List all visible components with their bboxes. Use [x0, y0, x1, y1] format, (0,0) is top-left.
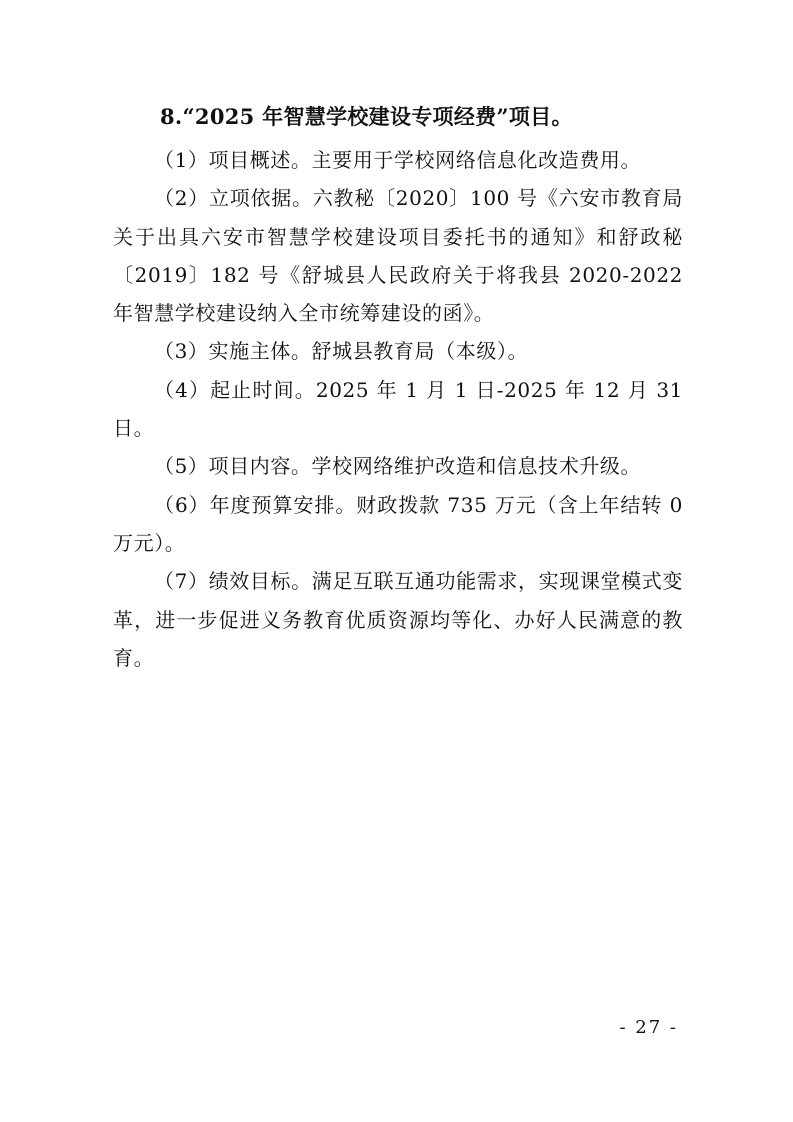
paragraph-budget: （6）年度预算安排。财政拨款 735 万元（含上年结转 0 万元）。 — [113, 492, 683, 555]
paragraph-basis: （2）立项依据。六教秘〔2020〕100 号《六安市教育局关于出具六安市智慧学校建设项目委托书的通知》和舒政秘〔2019〕182 号《舒城县人民政府关于将我县 2020-2022 年智慧学校建设纳入全市统筹建设的函》。 — [113, 186, 683, 326]
paragraph-implementer: （3）实施主体。舒城县教育局（本级）。 — [154, 339, 529, 364]
paragraph-overview: （1）项目概述。主要用于学校网络信息化改造费用。 — [154, 148, 642, 172]
body-text — [113, 141, 683, 677]
paragraph-content: （5）项目内容。学校网络维护改造和信息技术升级。 — [154, 454, 642, 479]
paragraph-period: （4）起止时间。2025 年 1 月 1 日-2025 年 12 月 31 日。 — [113, 377, 683, 441]
paragraph-goals: （7）绩效目标。满足互联互通功能需求，实现课堂模式变革，进一步促进义务教育优质资源均等化、办好人民满意的教育。 — [113, 569, 683, 670]
section-heading: 8.“2025 年智慧学校建设专项经费”项目。 — [160, 104, 573, 129]
page-number: - 27 - — [619, 1017, 678, 1038]
